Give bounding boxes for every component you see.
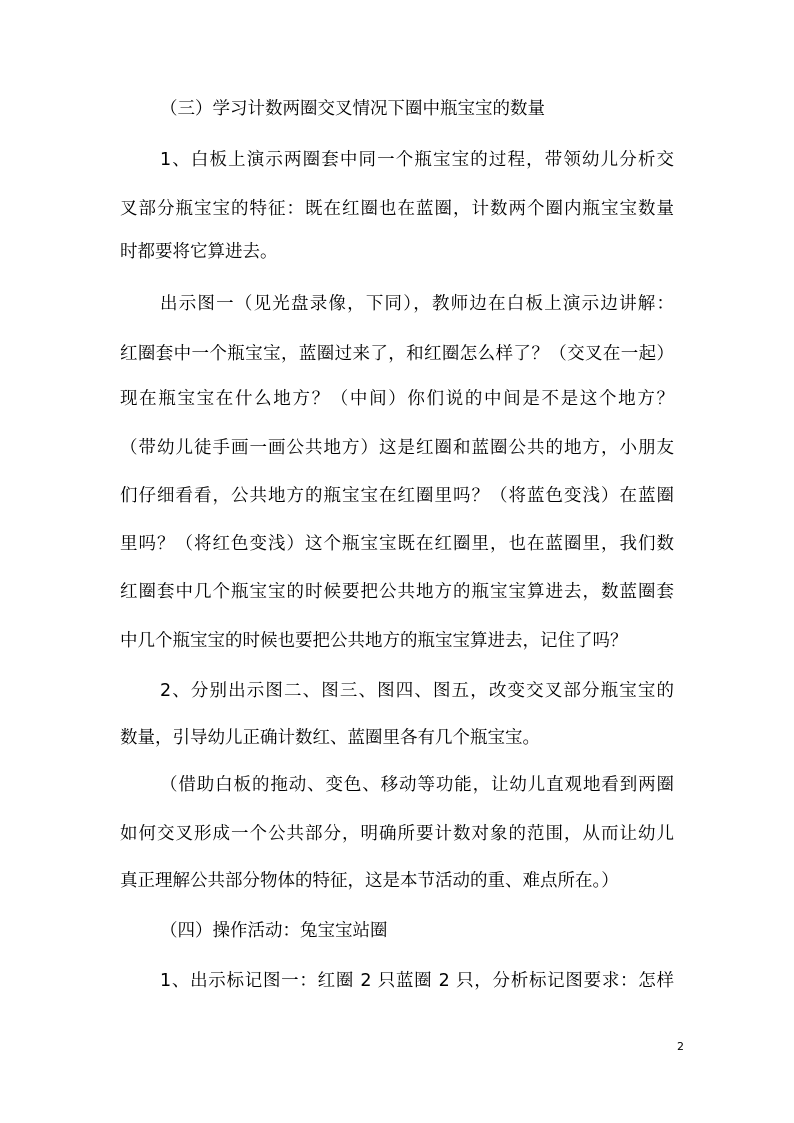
paragraph-line: 2、分别出示图二、图三、图四、图五，改变交叉部分瓶宝宝的 bbox=[160, 681, 674, 701]
paragraph-line: 现在瓶宝宝在什么地方？（中间）你们说的中间是不是这个地方？ bbox=[120, 389, 674, 409]
paragraph-line: 数量，引导幼儿正确计数红、蓝圈里各有几个瓶宝宝。 bbox=[120, 728, 540, 748]
section-heading-3: （三）学习计数两圈交叉情况下圈中瓶宝宝的数量 bbox=[160, 99, 545, 119]
paragraph-line: 们仔细看看，公共地方的瓶宝宝在红圈里吗？（将蓝色变浅）在蓝圈 bbox=[120, 486, 674, 506]
paragraph-line: （借助白板的拖动、变色、移动等功能，让幼儿直观地看到两圈 bbox=[160, 775, 674, 795]
paragraph-line: 如何交叉形成一个公共部分，明确所要计数对象的范围，从而让幼儿 bbox=[120, 824, 674, 844]
paragraph-line: 真正理解公共部分物体的特征，这是本节活动的重、难点所在。） bbox=[120, 871, 619, 891]
paragraph-line: 叉部分瓶宝宝的特征：既在红圈也在蓝圈，计数两个圈内瓶宝宝数量 bbox=[120, 199, 674, 219]
page-number: 2 bbox=[677, 1040, 684, 1053]
paragraph-line: 1、出示标记图一：红圈 2 只蓝圈 2 只，分析标记图要求：怎样 bbox=[160, 971, 674, 991]
paragraph-line: （带幼儿徒手画一画公共地方）这是红圈和蓝圈公共的地方，小朋友 bbox=[120, 438, 674, 458]
paragraph-line: 红圈套中一个瓶宝宝，蓝圈过来了，和红圈怎么样了？（交叉在一起） bbox=[120, 344, 674, 364]
paragraph-line: 红圈套中几个瓶宝宝的时候要把公共地方的瓶宝宝算进去，数蓝圈套 bbox=[120, 582, 674, 602]
paragraph-line: 中几个瓶宝宝的时候也要把公共地方的瓶宝宝算进去，记住了吗？ bbox=[120, 631, 628, 651]
paragraph-line: 出示图一（见光盘录像，下同），教师边在白板上演示边讲解： bbox=[160, 294, 674, 314]
paragraph-line: 1、白板上演示两圈套中同一个瓶宝宝的过程，带领幼儿分析交 bbox=[160, 150, 674, 170]
paragraph-line: 里吗？（将红色变浅）这个瓶宝宝既在红圈里，也在蓝圈里，我们数 bbox=[120, 534, 674, 554]
paragraph-line: 时都要将它算进去。 bbox=[120, 242, 278, 262]
section-heading-4: （四）操作活动：兔宝宝站圈 bbox=[160, 921, 388, 941]
